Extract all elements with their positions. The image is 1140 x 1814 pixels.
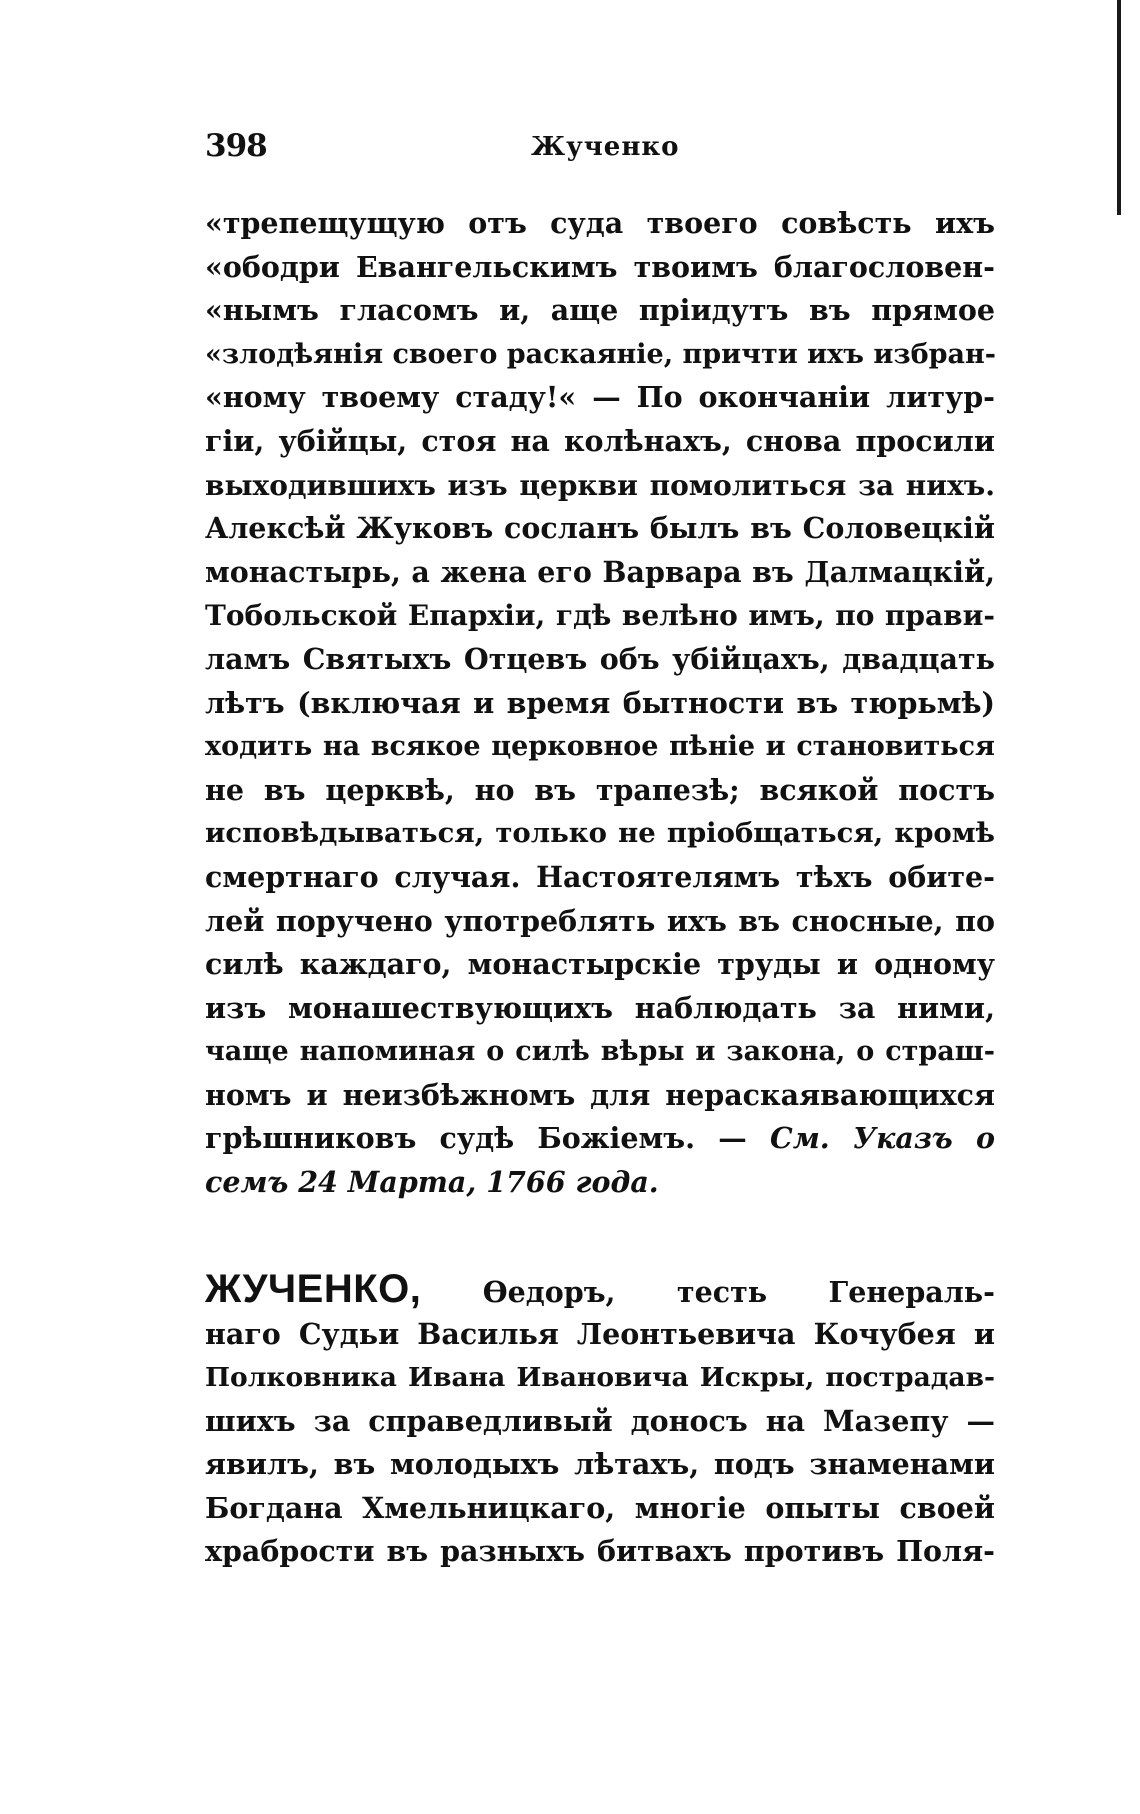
text-line: Тобольской Епархіи, гдѣ велѣно имъ, по прави-: [205, 599, 995, 633]
page-number: 398: [205, 128, 267, 164]
text-line: ходить на всякое церковное пѣніе и становиться: [205, 731, 995, 763]
text-line: «трепещущую отъ суда твоего совѣсть ихъ: [205, 206, 995, 240]
text-line: чаще напоминая о силѣ вѣры и закона, о страш-: [205, 1036, 995, 1068]
paragraph-zhukov: [205, 202, 995, 1205]
text-line: монастырь, а жена его Варвара въ Далмацкій,: [205, 554, 995, 589]
text-line: шихъ за справедливый доносъ на Мазепу —: [205, 1403, 995, 1438]
text-line: изъ монашествующихъ наблюдать за ними,: [205, 990, 995, 1025]
text-line: наго Судьи Василья Леонтьевича Кочубея и: [205, 1317, 995, 1351]
text-line: [205, 1265, 995, 1313]
text-line: [205, 1117, 995, 1161]
page-edge-rule: [1117, 0, 1121, 215]
entry-zhuchenko: [205, 1265, 995, 1573]
citation-italic: См. Указъ о: [770, 1121, 995, 1156]
running-head: Жученко: [531, 132, 680, 162]
text-line: «нымъ гласомъ и, аще пріидутъ въ прямое: [205, 293, 995, 328]
text-roman: грѣшниковъ судѣ Божіемъ. —: [205, 1121, 747, 1156]
text-line: Алексѣй Жуковъ сосланъ былъ въ Соловецкій: [205, 511, 995, 546]
text-line: ламъ Святыхъ Отцевъ объ убійцахъ, двадцать: [205, 641, 995, 676]
text-line: гіи, убійцы, стоя на колѣнахъ, снова просили: [205, 423, 995, 458]
text-line: силѣ каждаго, монастырскіе труды и одному: [205, 947, 995, 982]
text-line: «ному твоему стаду!« — По окончаніи литур-: [205, 380, 995, 415]
text-line: «ободри Евангельскимъ твоимъ благословен-: [205, 249, 995, 284]
page-header: [205, 128, 1005, 168]
text-line: лей поручено употреблять ихъ въ сносные, по: [205, 903, 995, 938]
citation-line: семъ 24 Марта, 1766 года.: [205, 1165, 659, 1200]
text-line: лѣтъ (включая и время бытности въ тюрьмѣ): [205, 685, 995, 720]
text-line: выходившихъ изъ церкви помолиться за нихъ.: [205, 468, 995, 502]
text-line: «злодѣянія своего раскаяніе, причти ихъ избран-: [205, 338, 996, 370]
text-roman: Ѳедоръ, тесть Генераль-: [482, 1275, 995, 1309]
text-line: Полковника Ивана Ивановича Искры, пострадав-: [205, 1362, 995, 1394]
text-line: явилъ, въ молодыхъ лѣтахъ, подъ знаменами: [205, 1447, 995, 1482]
text-line: не въ церквѣ, но въ трапезѣ; всякой постъ: [205, 772, 995, 807]
entry-headword: ЖУЧЕНКО,: [205, 1267, 422, 1311]
text-line: исповѣдываться, только не пріобщаться, кромѣ: [205, 817, 995, 850]
text-line: храбрости въ разныхъ битвахъ противъ Поля-: [205, 1533, 995, 1568]
text-line: смертнаго случая. Настоятелямъ тѣхъ обите-: [205, 859, 995, 894]
text-line: Богдана Хмельницкаго, многіе опыты своей: [205, 1490, 995, 1525]
text-line: номъ и неизбѣжномъ для нераскаявающихся: [205, 1077, 995, 1112]
